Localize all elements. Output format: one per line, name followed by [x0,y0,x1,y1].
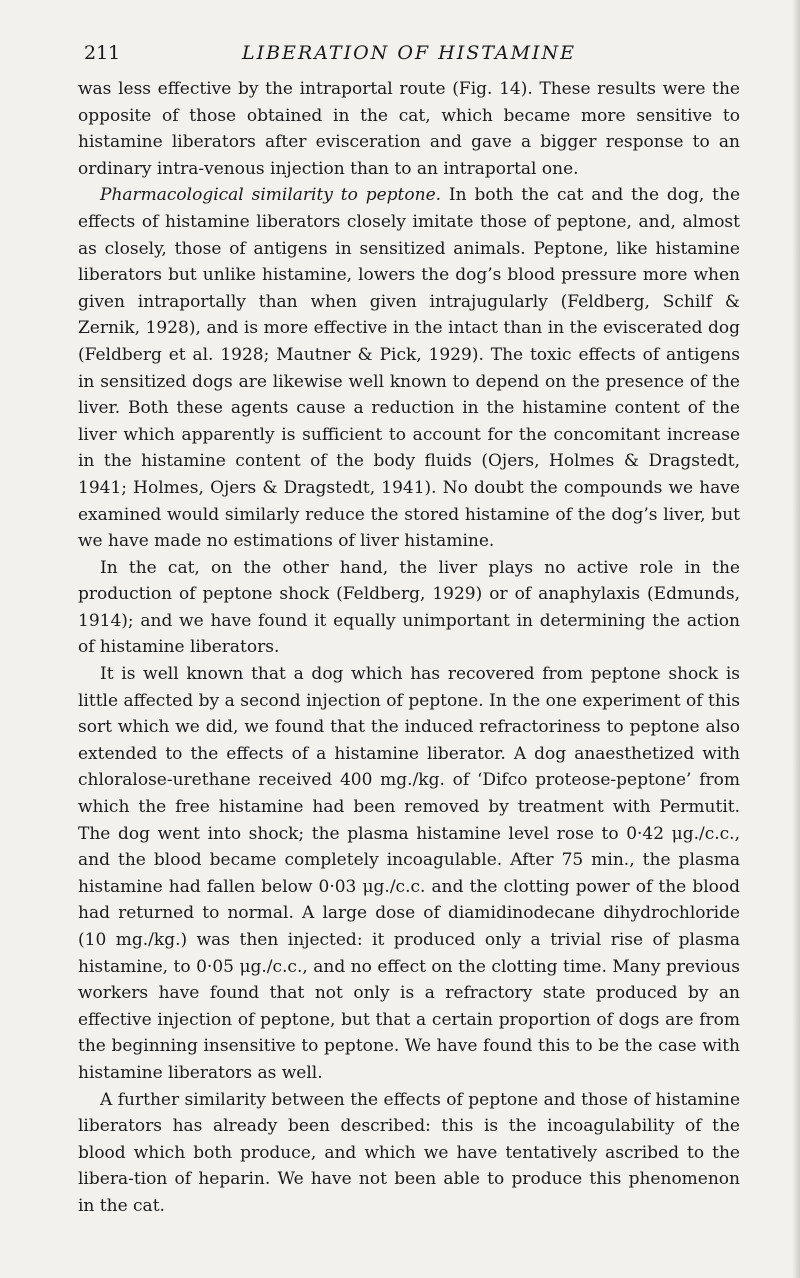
running-head [78,38,740,72]
paragraph-4 [78,661,740,1087]
paragraph-4-text: It is well known that a dog which has recovered from peptone shock is little affected by a second injection of peptone. In the one experiment of this sort which we did, we found that the induced refractoriness to peptone also extended to the effects of a histamine liberator. A dog anaesthetized with chloralose-urethane received 400 mg./kg. of ‘Difco proteose-peptone’ from which the free histamine had been removed by treatment with Permutit. The dog went into shock; the plasma histamine level rose to 0·42 μg./c.c., and the blood became completely incoagulable. After 75 min., the plasma histamine had fallen below 0·03 μg./c.c. and the clotting power of the blood had returned to normal. A large dose of diamidinodecane dihydrochloride (10 mg./kg.) was then injected: it produced only a trivial rise of plasma histamine, to 0·05 μg./c.c., and no effect on the clotting time. Many previous workers have found that not only is a refractory state produced by an effective injection of peptone, but that a certain proportion of dogs are from the beginning insensitive to peptone. We have found this to be the case with histamine liberators as well. [78,664,740,1083]
paragraph-2-text: In both the cat and the dog, the effects of histamine liberators closely imitate those of peptone, and, almost as closely, those of antigens in sensitized animals. Peptone, like histamine liberators but unlike histamine, lowers the dog’s blood pressure more when given intraportally than when given intrajugularly (Feldberg, Schilf & Zernik, 1928), and is more effective in the intact than in the eviscerated dog (Feldberg et al. 1928; Mautner & Pick, 1929). The toxic effects of antigens in sensitized dogs are likewise well known to depend on the presence of the liver. Both these agents cause a reduction in the histamine content of the liver which apparently is sufficient to account for the concomitant increase in the histamine content of the body fluids (Ojers, Holmes & Dragstedt, 1941; Holmes, Ojers & Dragstedt, 1941). No doubt the compounds we have examined would similarly reduce the stored histamine of the dog’s liver, but we have made no estimations of liver histamine. [78,185,741,552]
page-edge-shadow [792,0,800,1278]
paragraph-1-text: was less effective by the intraportal route (Fig. 14). These results were the opposite of those obtained in the cat, which became more sensitive to histamine liberators after evisceration and gave a bigger response to an ordinary intra-venous injection than to an intraportal one. [78,79,740,179]
paragraph-5-text: A further similarity between the effects of peptone and those of histamine liberators has already been described: this is the incoagulability of the blood which both produce, and which we have tentatively ascribed to the libera-tion of heparin. We have not been able to produce this phenomenon in the cat. [78,1089,740,1216]
paragraph-2 [78,182,740,554]
page-number: 211 [84,42,121,64]
paragraph-5 [78,1087,740,1220]
body-text [78,76,740,1220]
page [78,38,740,1220]
paragraph-1 [78,76,740,182]
paragraph-3-text: In the cat, on the other hand, the liver plays no active role in the production of peptone shock (Feldberg, 1929) or of anaphylaxis (Edmunds, 1914); and we have found it equally unimportant in determining the action of histamine liberators. [78,557,740,658]
section-heading-peptone: Pharmacological similarity to peptone. [100,185,442,206]
running-title: LIBERATION OF HISTAMINE [241,42,577,64]
paragraph-3 [78,555,740,661]
